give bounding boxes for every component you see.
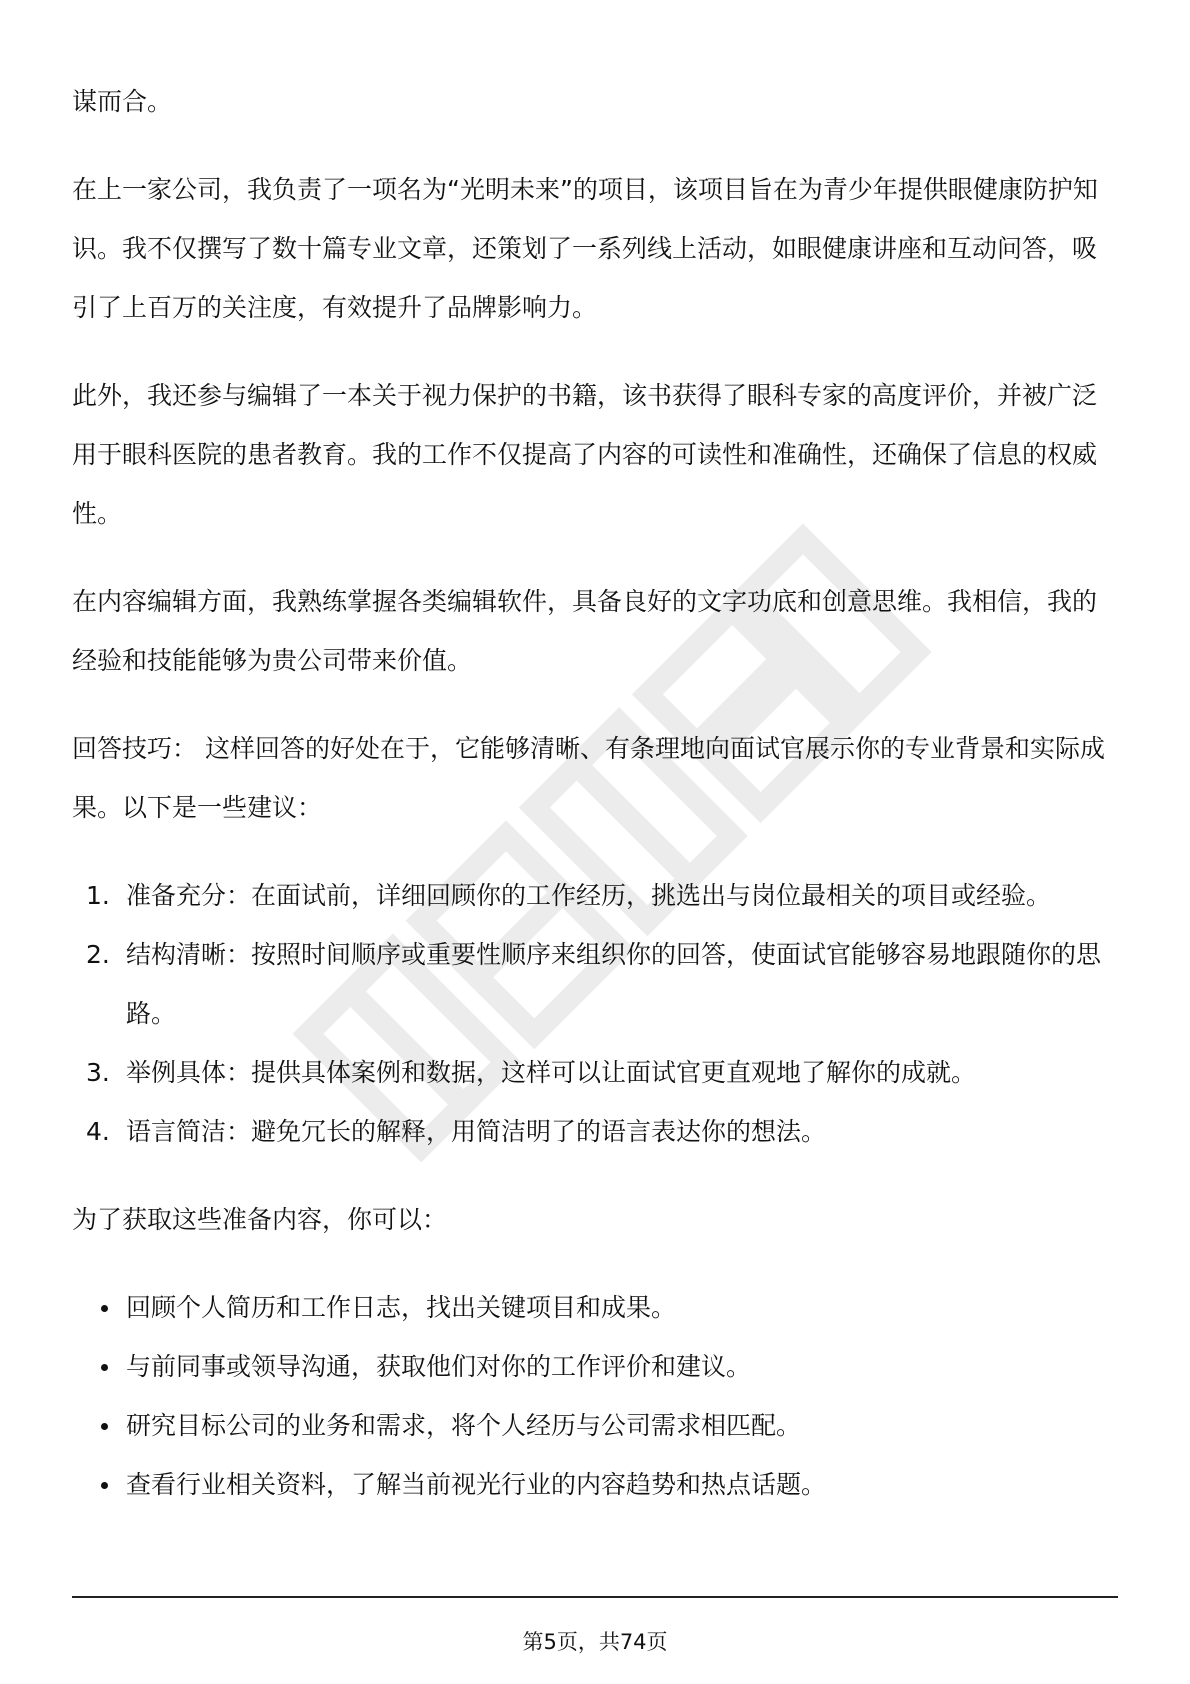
list-number: 3. (86, 1058, 110, 1087)
list-item-text: 准备充分：在面试前，详细回顾你的工作经历，挑选出与岗位最相关的项目或经验。 (126, 881, 1052, 910)
paragraph-book: 此外，我还参与编辑了一本关于视力保护的书籍，该书获得了眼科专家的高度评价，并被广泛用于眼科医院的患者教育。我的工作不仅提高了内容的可读性和准确性，还确保了信息的权威性。 (72, 381, 1098, 528)
prep-list (72, 1278, 1112, 1514)
list-item-text: 语言简洁：避免冗长的解释，用简洁明了的语言表达你的想法。 (126, 1117, 827, 1146)
paragraph-continuation: 谋而合。 (72, 87, 173, 116)
list-item (72, 1043, 1112, 1102)
list-item-text: 与前同事或领导沟通，获取他们对你的工作评价和建议。 (126, 1352, 752, 1381)
list-item (72, 1278, 1112, 1337)
list-item (72, 925, 1112, 1043)
list-item-text: 查看行业相关资料，了解当前视光行业的内容趋势和热点话题。 (126, 1470, 827, 1499)
list-number: 4. (86, 1117, 110, 1146)
paragraph-project: 在上一家公司，我负责了一项名为“光明未来”的项目，该项目旨在为青少年提供眼健康防护知识。我不仅撰写了数十篇专业文章，还策划了一系列线上活动，如眼健康讲座和互动问答，吸引了上百万的关注度，有效提升了品牌影响力。 (72, 175, 1098, 322)
page-number: 第5页，共74页 (522, 1630, 668, 1654)
list-item-text: 结构清晰：按照时间顺序或重要性顺序来组织你的回答，使面试官能够容易地跟随你的思路。 (126, 940, 1102, 1028)
list-item (72, 1455, 1112, 1514)
list-item (72, 866, 1112, 925)
bullet-icon (101, 1364, 108, 1371)
list-item-text: 举例具体：提供具体案例和数据，这样可以让面试官更直观地了解你的成就。 (126, 1058, 977, 1087)
paragraph-answer-tips: 回答技巧： 这样回答的好处在于，它能够清晰、有条理地向面试官展示你的专业背景和实际成果。以下是一些建议： (72, 734, 1105, 822)
list-item-text: 研究目标公司的业务和需求，将个人经历与公司需求相匹配。 (126, 1411, 802, 1440)
list-item (72, 1102, 1112, 1161)
paragraph-skills: 在内容编辑方面，我熟练掌握各类编辑软件，具备良好的文字功底和创意思维。我相信，我的经验和技能能够为贵公司带来价值。 (72, 587, 1098, 675)
bullet-icon (101, 1423, 108, 1430)
bullet-icon (101, 1305, 108, 1312)
list-item (72, 1396, 1112, 1455)
document-body (72, 72, 1112, 1543)
paragraph-prep-intro: 为了获取这些准备内容，你可以： (72, 1205, 448, 1234)
bullet-icon (101, 1482, 108, 1489)
list-number: 2. (86, 940, 110, 969)
list-number: 1. (86, 881, 110, 910)
list-item (72, 1337, 1112, 1396)
tips-list (72, 866, 1112, 1161)
footer-divider (72, 1596, 1118, 1598)
list-item-text: 回顾个人简历和工作日志，找出关键项目和成果。 (126, 1293, 677, 1322)
